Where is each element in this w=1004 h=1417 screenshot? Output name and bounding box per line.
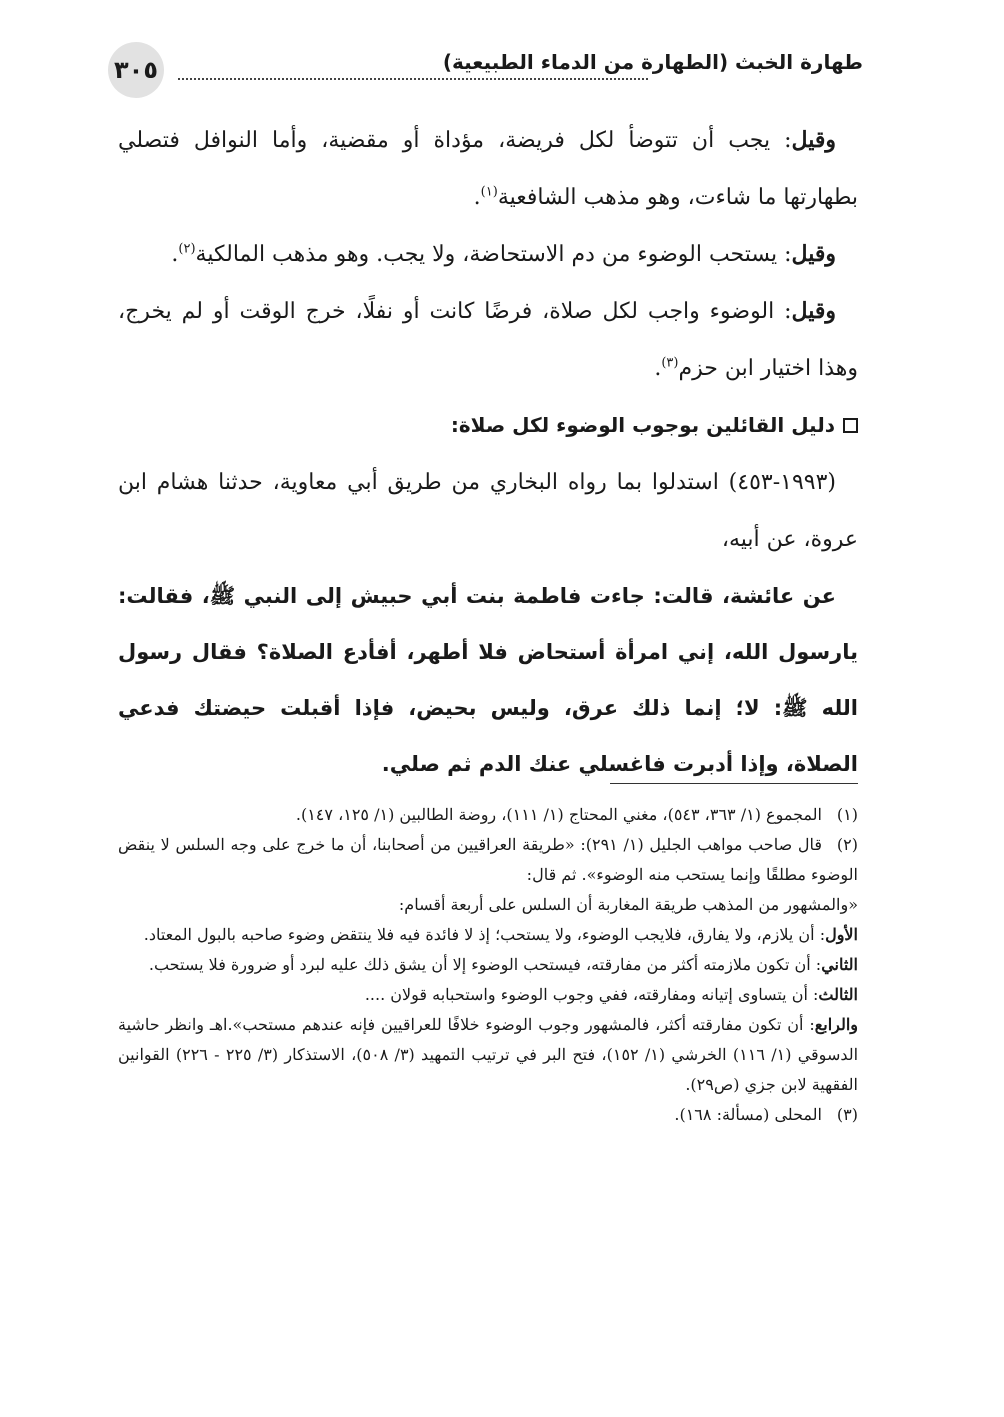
term-third: الثالث [818, 985, 858, 1004]
footnote-2-third [118, 980, 858, 1010]
footnotes [118, 800, 858, 1130]
paragraph-text: : الوضوء واجب لكل صلاة، فرضًا كانت أو نفلًا، خرج الوقت أو لم يخرج، وهذا اختيار ابن حزم [118, 299, 858, 381]
term-second: الثاني [821, 955, 858, 974]
footnote-ref[interactable]: (٣) [661, 355, 679, 371]
footnote-2-second [118, 950, 858, 980]
paragraph-isnad: (١٩٩٣-٤٥٣) استدلوا بما رواه البخاري من طريق أبي معاوية، حدثنا هشام ابن عروة، عن أبيه، [118, 470, 858, 552]
footnote-2 [118, 830, 858, 890]
footnote-3 [118, 1100, 858, 1130]
page-number-text: ٣٠٥ [114, 56, 158, 84]
footnote-separator [610, 783, 858, 784]
footnote-ref[interactable]: (٢) [178, 241, 196, 257]
paragraph-end: . [473, 185, 481, 210]
paragraph-maliki [118, 226, 858, 283]
main-text [118, 112, 858, 792]
paragraph-text: : يستحب الوضوء من دم الاستحاضة، ولا يجب. وهو مذهب المالكية [195, 242, 792, 267]
term-qil: وقيل [791, 241, 836, 267]
term-qil: وقيل [791, 127, 836, 153]
footnote-number: (٢) [836, 835, 858, 854]
header-title: طهارة الخبث (الطهارة من الدماء الطبيعية) [442, 50, 863, 74]
footnote-text: قال صاحب مواهب الجليل (١/ ٢٩١): «طريقة العراقيين من أصحابنا، أن ما خرج على وجه السلس لا ينقض الوضوء مطلقًا وإنما يستحب منه الوضوء». ثم قال: [118, 835, 858, 884]
footnote-1 [118, 800, 858, 830]
term-qil: وقيل [791, 298, 836, 324]
paragraph-text: : يجب أن تتوضأ لكل فريضة، مؤداة أو مقضية، وأما النوافل فتصلي بطهارتها ما شاءت، وهو مذهب الشافعية [118, 128, 858, 210]
footnote-text: : أن يتساوى إتيانه ومفارقته، ففي وجوب الوضوء واستحبابه قولان .... [364, 985, 819, 1004]
footnote-text: المحلى (مسألة: ١٦٨). [674, 1105, 822, 1124]
footnote-ref[interactable]: (١) [480, 184, 498, 200]
section-heading [118, 397, 858, 454]
footnote-text: المجموع (١/ ٣٦٣، ٥٤٣)، مغني المحتاج (١/ ١١١)، روضة الطالبين (١/ ١٢٥، ١٤٧). [295, 805, 822, 824]
footnote-2-quote: «والمشهور من المذهب طريقة المغاربة أن السلس على أربعة أقسام: [398, 895, 858, 914]
hadith-text: عن عائشة، قالت: جاءت فاطمة بنت أبي حبيش إلى النبي ﷺ، فقالت: يارسول الله، إني امرأة أستحاض فلا أطهر، أفأدع الصلاة؟ فقال رسول الله ﷺ: لا؛ إنما ذلك عرق، وليس بحيض، فإذا أقبلت حيضتك فدعي الصلاة، وإذا أدبرت فاغسلي عنك الدم ثم صلي. [118, 584, 858, 776]
footnote-2-fourth [118, 1010, 858, 1100]
header-dotted-leader [178, 78, 648, 80]
footnote-text: : أن يلازم، ولا يفارق، فلايجب الوضوء، ولا يستحب؛ إذ لا فائدة فيه فلا ينتقض وضوء صاحبه بالبول المعتاد. [143, 925, 826, 944]
paragraph-ibn-hazm [118, 283, 858, 397]
footnote-number: (٣) [836, 1105, 858, 1124]
footnote-2-first [118, 920, 858, 950]
running-header [108, 42, 863, 102]
section-heading-text: دليل القائلين بوجوب الوضوء لكل صلاة: [450, 413, 835, 437]
page-number [108, 42, 164, 98]
footnote-text: : أن تكون ملازمته أكثر من مفارقته، فيستحب الوضوء إلا أن يشق ذلك عليه لبرد أو ضرورة فلا يستحب. [148, 955, 822, 974]
paragraph-end: . [654, 356, 662, 381]
paragraph-end: . [171, 242, 179, 267]
footnote-number: (١) [836, 805, 858, 824]
term-first: الأول [825, 925, 858, 944]
square-bullet-icon [843, 418, 858, 433]
paragraph-shafii [118, 112, 858, 226]
term-fourth: والرابع [814, 1015, 859, 1034]
footnote-text: : أن تكون مفارقته أكثر، فالمشهور وجوب الوضوء خلافًا للعراقيين فإنه عندهم مستحب».اهـ وانظر حاشية الدسوقي (١/ ١١٦) الخرشي (١/ ١٥٢)، فتح البر في ترتيب التمهيد (٣/ ٥٠٨)، الاستذكار (٣/ ٢٢٥ - ٢٢٦) القوانين الفقهية لابن جزي (ص٢٩). [118, 1015, 859, 1094]
